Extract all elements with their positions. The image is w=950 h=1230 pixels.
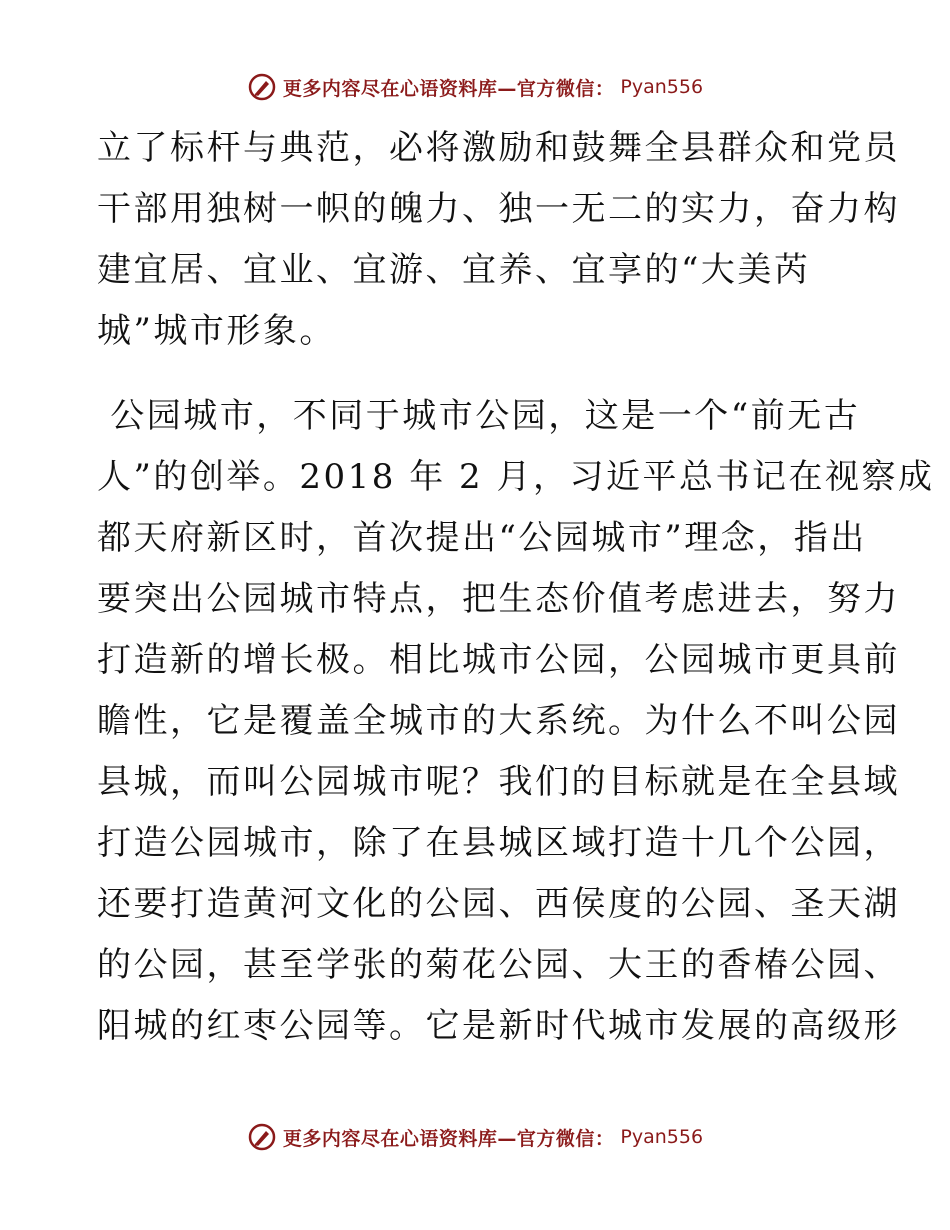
text-line: 的公园，甚至学张的菊花公园、大王的香椿公园、	[97, 945, 900, 985]
document-body	[97, 118, 935, 1057]
pen-nib-logo-icon	[247, 72, 277, 102]
text-line: 还要打造黄河文化的公园、西侯度的公园、圣天湖	[97, 884, 900, 924]
text-line: 县城，而叫公园城市呢？我们的目标就是在全县域	[97, 762, 900, 802]
paragraph-spacer	[97, 362, 853, 386]
text-line: 人”的创举。2018 年 2 月，习近平总书记在视察成	[97, 457, 935, 497]
header-banner	[0, 72, 950, 102]
paragraph-2	[97, 386, 935, 1057]
text-line: 公园城市，不同于城市公园，这是一个“前无古	[97, 396, 861, 436]
text-line: 干部用独树一帜的魄力、独一无二的实力，奋力构	[97, 189, 900, 229]
paragraph-1	[97, 118, 900, 362]
text-line: 城”城市形象。	[97, 311, 336, 351]
text-line: 阳城的红枣公园等。它是新时代城市发展的高级形	[97, 1006, 900, 1046]
text-line: 都天府新区时，首次提出“公园城市”理念，指出	[97, 518, 867, 558]
text-line: 瞻性，它是覆盖全城市的大系统。为什么不叫公园	[97, 701, 900, 741]
text-line: 打造公园城市，除了在县城区域打造十几个公园，	[97, 823, 900, 863]
header-wechat-id: Pyan556	[620, 76, 704, 98]
text-line: 立了标杆与典范，必将激励和鼓舞全县群众和党员	[97, 128, 900, 168]
text-line: 建宜居、宜业、宜游、宜养、宜享的“大美芮	[97, 250, 811, 290]
text-line: 打造新的增长极。相比城市公园，公园城市更具前	[97, 640, 900, 680]
footer-wechat-id: Pyan556	[620, 1126, 704, 1148]
header-banner-text: 更多内容尽在心语资料库—官方微信：	[282, 77, 615, 100]
text-line: 要突出公园城市特点，把生态价值考虑进去，努力	[97, 579, 900, 619]
footer-banner	[0, 1122, 950, 1152]
footer-banner-text: 更多内容尽在心语资料库—官方微信：	[282, 1127, 615, 1150]
pen-nib-logo-icon	[247, 1122, 277, 1152]
